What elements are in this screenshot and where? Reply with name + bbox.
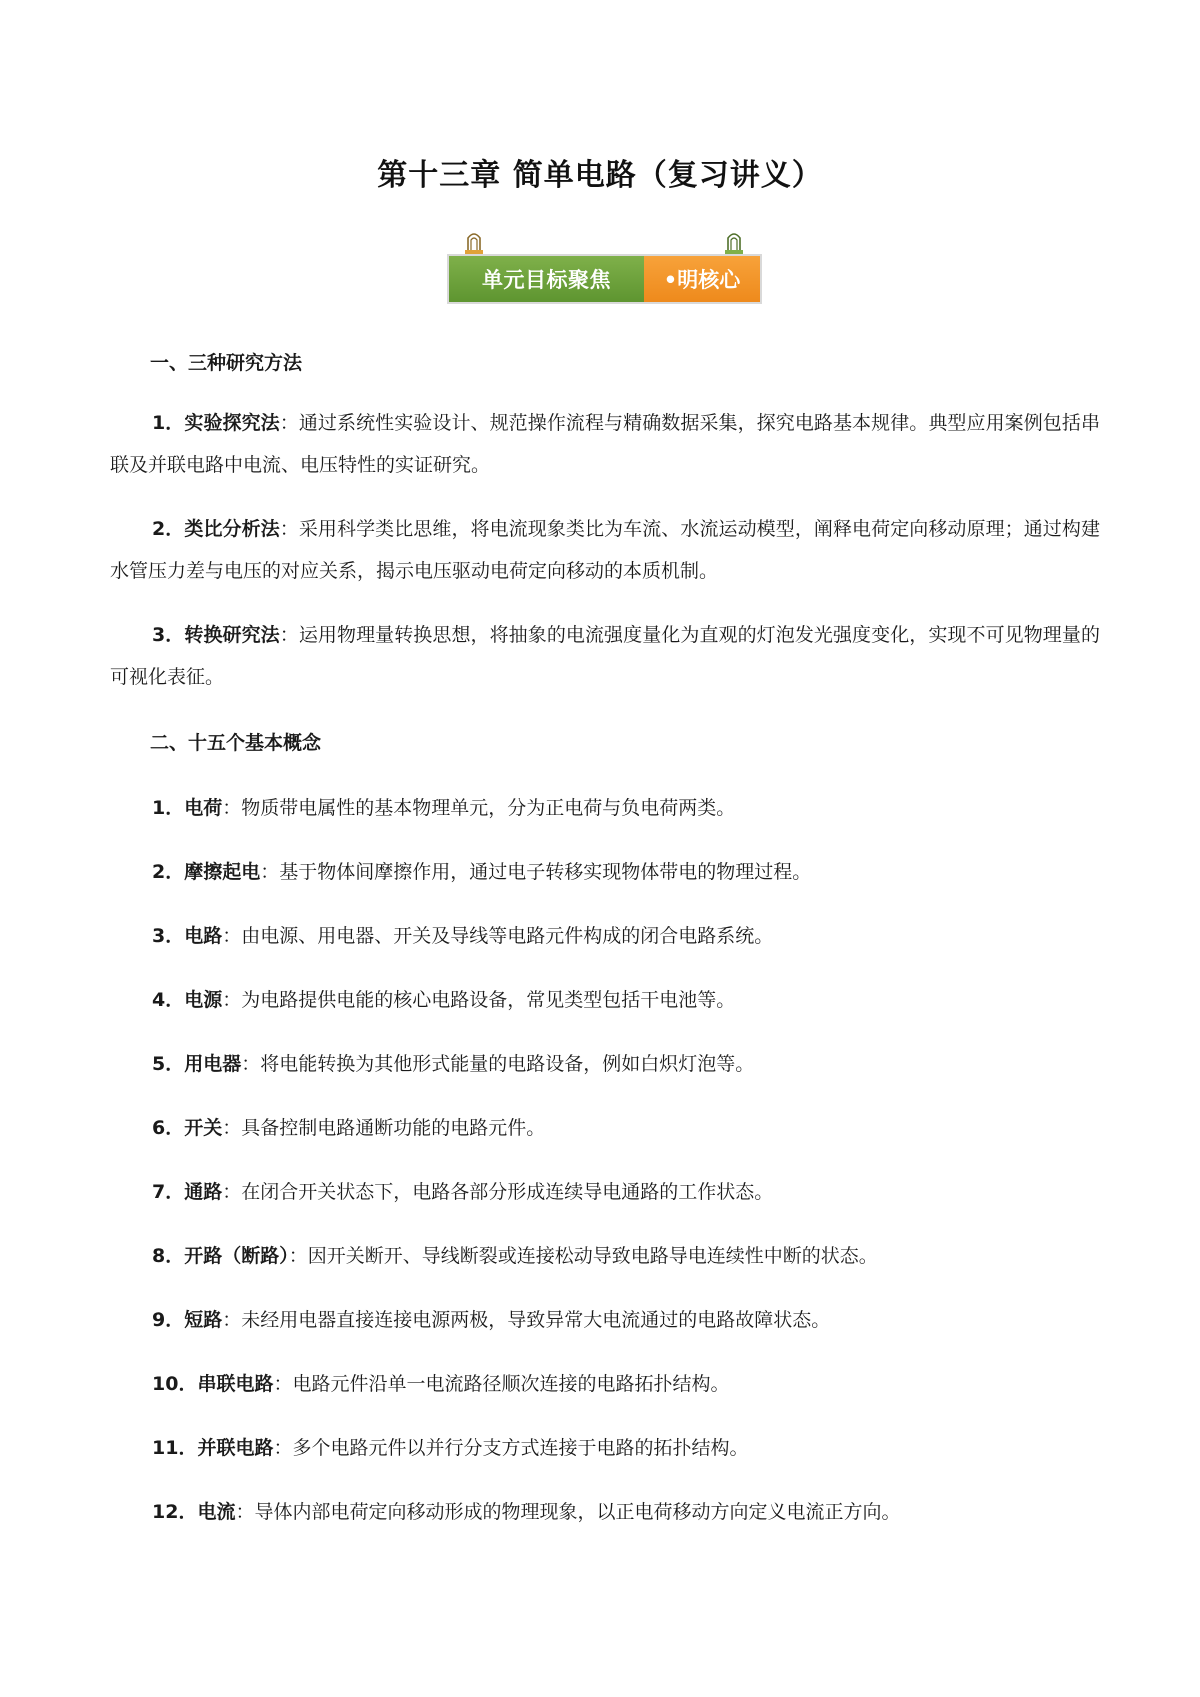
- section-banner: [447, 232, 762, 310]
- item-text: 未经用电器直接连接电源两极，导致异常大电流通过的电路故障状态。: [241, 1309, 831, 1331]
- item-separator: ：: [222, 1181, 242, 1203]
- item-number: 4．: [152, 989, 185, 1011]
- item-number: 3．: [152, 925, 185, 947]
- item-number: 11．: [152, 1437, 198, 1459]
- item-term: 用电器: [184, 1053, 242, 1075]
- item-separator: ：: [279, 518, 299, 540]
- item-text: 为电路提供电能的核心电路设备，常见类型包括干电池等。: [241, 989, 736, 1011]
- item-text: 基于物体间摩擦作用，通过电子转移实现物体带电的物理过程。: [279, 861, 812, 883]
- item-term: 转换研究法: [184, 624, 280, 646]
- item-text: 采用科学类比思维，将电流现象类比为车流、水流运动模型，阐释电荷定向移动原理；通过构建水管压力差与电压的对应关系，揭示电压驱动电荷定向移动的本质机制。: [110, 518, 1100, 582]
- item-term: 电荷: [184, 797, 223, 819]
- section-heading-concepts: 二、十五个基本概念: [150, 732, 322, 754]
- item-number: 1．: [152, 797, 185, 819]
- item-number: 12．: [152, 1501, 198, 1523]
- item-separator: ：: [273, 1437, 293, 1459]
- item-separator: ：: [279, 412, 299, 434]
- item-separator: ：: [222, 797, 242, 819]
- concept-item: [152, 985, 1102, 1015]
- item-separator: ：: [288, 1245, 308, 1267]
- concept-item: [152, 1049, 1102, 1079]
- item-number: 5．: [152, 1053, 185, 1075]
- method-item: [110, 508, 1100, 592]
- item-number: 8．: [152, 1245, 185, 1267]
- concept-item: [152, 1369, 1102, 1399]
- item-term: 实验探究法: [184, 412, 280, 434]
- item-text: 具备控制电路通断功能的电路元件。: [241, 1117, 546, 1139]
- item-separator: ：: [273, 1373, 293, 1395]
- concept-item: [152, 1113, 1102, 1143]
- section-heading-methods: 一、三种研究方法: [150, 352, 303, 374]
- item-text: 多个电路元件以并行分支方式连接于电路的拓扑结构。: [292, 1437, 749, 1459]
- concept-item: [152, 1241, 1102, 1271]
- banner-box: [447, 254, 762, 304]
- item-term: 摩擦起电: [184, 861, 261, 883]
- item-number: 6．: [152, 1117, 185, 1139]
- concept-item: [152, 1497, 1102, 1527]
- item-number: 3．: [152, 624, 185, 646]
- item-text: 通过系统性实验设计、规范操作流程与精确数据采集，探究电路基本规律。典型应用案例包括串联及并联电路中电流、电压特性的实证研究。: [110, 412, 1100, 476]
- item-text: 在闭合开关状态下，电路各部分形成连续导电通路的工作状态。: [241, 1181, 774, 1203]
- item-text: 运用物理量转换思想，将抽象的电流强度量化为直观的灯泡发光强度变化，实现不可见物理量的可视化表征。: [110, 624, 1100, 688]
- item-number: 2．: [152, 518, 185, 540]
- item-text: 因开关断开、导线断裂或连接松动导致电路导电连续性中断的状态。: [307, 1245, 878, 1267]
- item-separator: ：: [241, 1053, 261, 1075]
- item-text: 物质带电属性的基本物理单元，分为正电荷与负电荷两类。: [241, 797, 736, 819]
- banner-right-label: •明核心: [644, 256, 760, 302]
- item-term: 电路: [184, 925, 223, 947]
- item-term: 电流: [197, 1501, 236, 1523]
- item-separator: ：: [222, 1117, 242, 1139]
- item-term: 开路（断路）: [184, 1245, 289, 1267]
- item-text: 导体内部电荷定向移动形成的物理现象，以正电荷移动方向定义电流正方向。: [254, 1501, 901, 1523]
- concept-item: [152, 1433, 1102, 1463]
- item-separator: ：: [260, 861, 280, 883]
- method-item: [110, 614, 1100, 698]
- concept-item: [152, 1305, 1102, 1335]
- item-separator: ：: [222, 925, 242, 947]
- item-number: 1．: [152, 412, 185, 434]
- item-text: 电路元件沿单一电流路径顺次连接的电路拓扑结构。: [292, 1373, 730, 1395]
- concept-item: [152, 857, 1102, 887]
- item-number: 10．: [152, 1373, 198, 1395]
- item-separator: ：: [235, 1501, 255, 1523]
- method-item: [110, 402, 1100, 486]
- item-term: 类比分析法: [184, 518, 280, 540]
- item-separator: ：: [222, 1309, 242, 1331]
- concept-item: [152, 921, 1102, 951]
- item-separator: ：: [222, 989, 242, 1011]
- page-title: 第十三章 简单电路（复习讲义）: [377, 158, 823, 193]
- item-term: 串联电路: [197, 1373, 274, 1395]
- item-number: 7．: [152, 1181, 185, 1203]
- concept-item: [152, 1177, 1102, 1207]
- concept-item: [152, 793, 1102, 823]
- item-term: 开关: [184, 1117, 223, 1139]
- item-term: 并联电路: [197, 1437, 274, 1459]
- item-number: 9．: [152, 1309, 185, 1331]
- banner-left-label: 单元目标聚焦: [449, 256, 644, 302]
- item-text: 由电源、用电器、开关及导线等电路元件构成的闭合电路系统。: [241, 925, 774, 947]
- item-number: 2．: [152, 861, 185, 883]
- item-term: 电源: [184, 989, 223, 1011]
- item-separator: ：: [279, 624, 299, 646]
- item-text: 将电能转换为其他形式能量的电路设备，例如白炽灯泡等。: [260, 1053, 755, 1075]
- item-term: 通路: [184, 1181, 223, 1203]
- item-term: 短路: [184, 1309, 223, 1331]
